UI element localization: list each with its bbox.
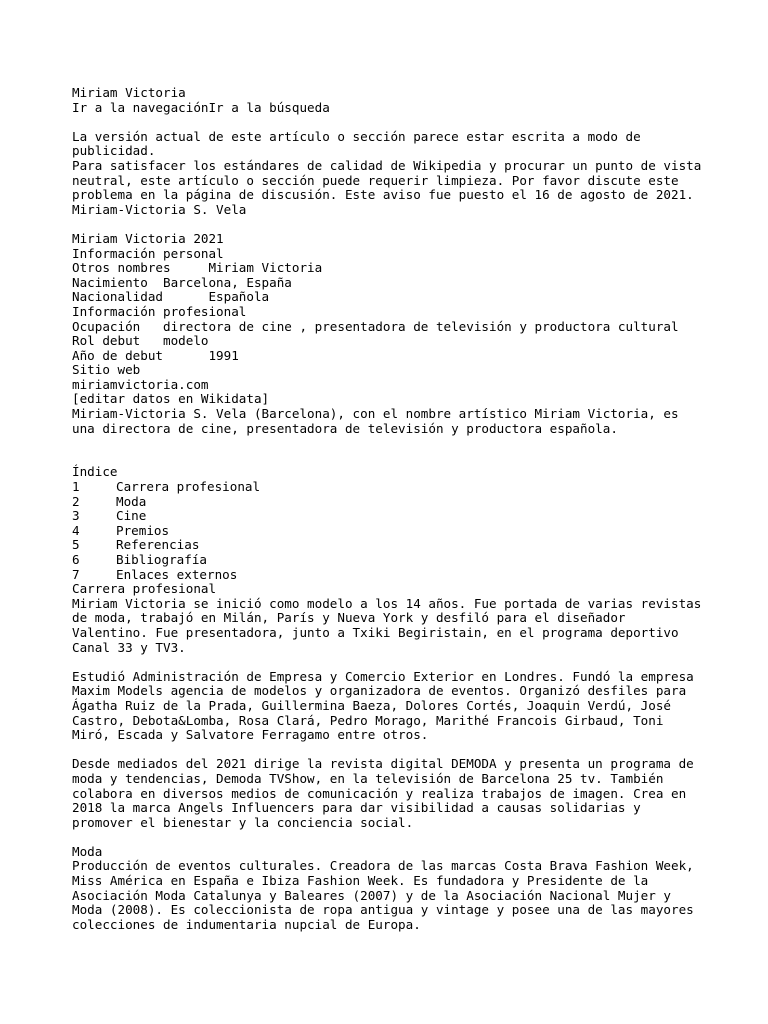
paragraph-line: Moda (2008). Es coleccionista de ropa antigua y vintage y posee una de las mayores xyxy=(72,902,694,918)
article-title: Miriam Victoria xyxy=(72,85,186,100)
toc-item-label: Carrera profesional xyxy=(116,479,261,495)
paragraph-line: Estudió Administración de Empresa y Comercio Exterior en Londres. Fundó la empresa xyxy=(72,668,694,684)
toc-item-label: Cine xyxy=(116,508,147,524)
toc-item[interactable] xyxy=(72,538,712,553)
paragraph-line: Castro, Debota&Lomba, Rosa Clará, Pedro Morago, Marithé Francois Girbaud, Toni xyxy=(72,712,664,728)
paragraph-line: de moda, trabajó en Milán, París y Nueva York y desfiló para el diseñador xyxy=(72,610,626,626)
paragraph-line: Miriam Victoria se inició como modelo a los 14 años. Fue portada de varias revistas xyxy=(72,595,702,611)
toc-item-number: 1 xyxy=(72,479,80,495)
paragraph-line: Ágatha Ruiz de la Prada, Guillermina Baeza, Dolores Cortés, Joaquin Verdú, José xyxy=(72,697,671,713)
spacer xyxy=(72,217,712,232)
toc-item-label: Moda xyxy=(116,493,147,509)
notice-line: La versión actual de este artículo o sección parece estar escrita a modo de xyxy=(72,128,641,144)
document-page xyxy=(72,86,712,932)
infobox-row-birth: Nacimiento Barcelona, España xyxy=(72,274,292,290)
notice-line: neutral, este artículo o sección puede requerir limpieza. Por favor discute este xyxy=(72,172,679,188)
notice-line: Para satisfacer los estándares de calidad de Wikipedia y procurar un punto de vista xyxy=(72,157,702,173)
toc-heading: Índice xyxy=(72,464,118,480)
infobox-row-debut-role: Rol debut modelo xyxy=(72,333,209,349)
toc-item-number: 2 xyxy=(72,493,80,509)
spacer xyxy=(72,115,712,130)
infobox-row-occupation: Ocupación directora de cine , presentadora de televisión y productora cultural xyxy=(72,318,679,334)
toc-item-label: Enlaces externos xyxy=(116,566,238,582)
intro-line: una directora de cine, presentadora de televisión y productora española. xyxy=(72,420,618,436)
maintenance-notice xyxy=(72,130,712,218)
paragraph-line: colecciones de indumentaria nupcial de Europa. xyxy=(72,916,421,932)
intro-paragraph xyxy=(72,407,712,436)
edit-wikidata-link[interactable]: [editar datos en Wikidata] xyxy=(72,391,270,407)
infobox-section-personal: Información personal xyxy=(72,245,224,261)
paragraph-line: moda y tendencias, Demoda TVShow, en la televisión de Barcelona 25 tv. También xyxy=(72,770,664,786)
spacer xyxy=(72,451,712,466)
notice-line: Miriam-Victoria S. Vela xyxy=(72,201,247,217)
paragraph-line: 2018 la marca Angels Influencers para dar visibilidad a causas solidarias y xyxy=(72,800,641,816)
toc-item[interactable] xyxy=(72,568,712,583)
spacer xyxy=(72,830,712,845)
paragraph-line: Maxim Models agencia de modelos y organizadora de eventos. Organizó desfiles para xyxy=(72,683,687,699)
infobox-website-link[interactable]: miriamvictoria.com xyxy=(72,376,209,392)
toc-item[interactable] xyxy=(72,553,712,568)
infobox-row-other-names: Otros nombres Miriam Victoria xyxy=(72,260,323,276)
paragraph-line: Valentino. Fue presentadora, junto a Txiki Begiristain, en el programa deportivo xyxy=(72,624,679,640)
toc-item-number: 7 xyxy=(72,566,80,582)
section-heading: Moda xyxy=(72,843,103,859)
infobox-row-debut-year: Año de debut 1991 xyxy=(72,347,239,363)
paragraph-line: promover el bienestar y la conciencia social. xyxy=(72,814,414,830)
infobox-caption: Miriam Victoria 2021 xyxy=(72,230,224,246)
toc-item-label: Referencias xyxy=(116,537,200,553)
toc-item-number: 3 xyxy=(72,508,80,524)
paragraph-line: Miss América en España e Ibiza Fashion Week. Es fundadora y Presidente de la xyxy=(72,873,649,889)
paragraph-line: Producción de eventos culturales. Creadora de las marcas Costa Brava Fashion Week, xyxy=(72,858,694,874)
toc-item[interactable] xyxy=(72,524,712,539)
toc-item-number: 4 xyxy=(72,522,80,538)
infobox xyxy=(72,232,712,407)
infobox-section-professional: Información profesional xyxy=(72,303,247,319)
section-heading: Carrera profesional xyxy=(72,581,217,597)
toc-item-label: Premios xyxy=(116,522,170,538)
paragraph-line: Desde mediados del 2021 dirige la revista digital DEMODA y presenta un programa de xyxy=(72,756,694,772)
toc-item[interactable] xyxy=(72,480,712,495)
notice-line: problema en la página de discusión. Este aviso fue puesto el 16 de agosto de 2021. xyxy=(72,187,694,203)
paragraph-line: colabora en diversos medios de comunicación y realiza trabajos de imagen. Crea en xyxy=(72,785,687,801)
spacer xyxy=(72,743,712,758)
toc-item-number: 6 xyxy=(72,552,80,567)
infobox-row-nationality: Nacionalidad Española xyxy=(72,289,270,305)
section-career xyxy=(72,582,712,830)
paragraph-line: Canal 33 y TV3. xyxy=(72,639,186,655)
paragraph-line: Miró, Escada y Salvatore Ferragamo entre otros. xyxy=(72,727,429,743)
intro-line: Miriam-Victoria S. Vela (Barcelona), con el nombre artístico Miriam Victoria, es xyxy=(72,406,679,422)
paragraph-line: Asociación Moda Catalunya y Baleares (2007) y de la Asociación Nacional Mujer y xyxy=(72,887,671,903)
section-fashion xyxy=(72,845,712,933)
toc-item[interactable] xyxy=(72,495,712,510)
table-of-contents xyxy=(72,465,712,582)
notice-line: publicidad. xyxy=(72,143,156,159)
toc-item[interactable] xyxy=(72,509,712,524)
skip-links[interactable]: Ir a la navegaciónIr a la búsqueda xyxy=(72,99,330,115)
infobox-row-website-label: Sitio web xyxy=(72,362,141,378)
toc-item-number: 5 xyxy=(72,537,80,553)
toc-item-label: Bibliografía xyxy=(116,552,207,567)
spacer xyxy=(72,436,712,451)
spacer xyxy=(72,655,712,670)
